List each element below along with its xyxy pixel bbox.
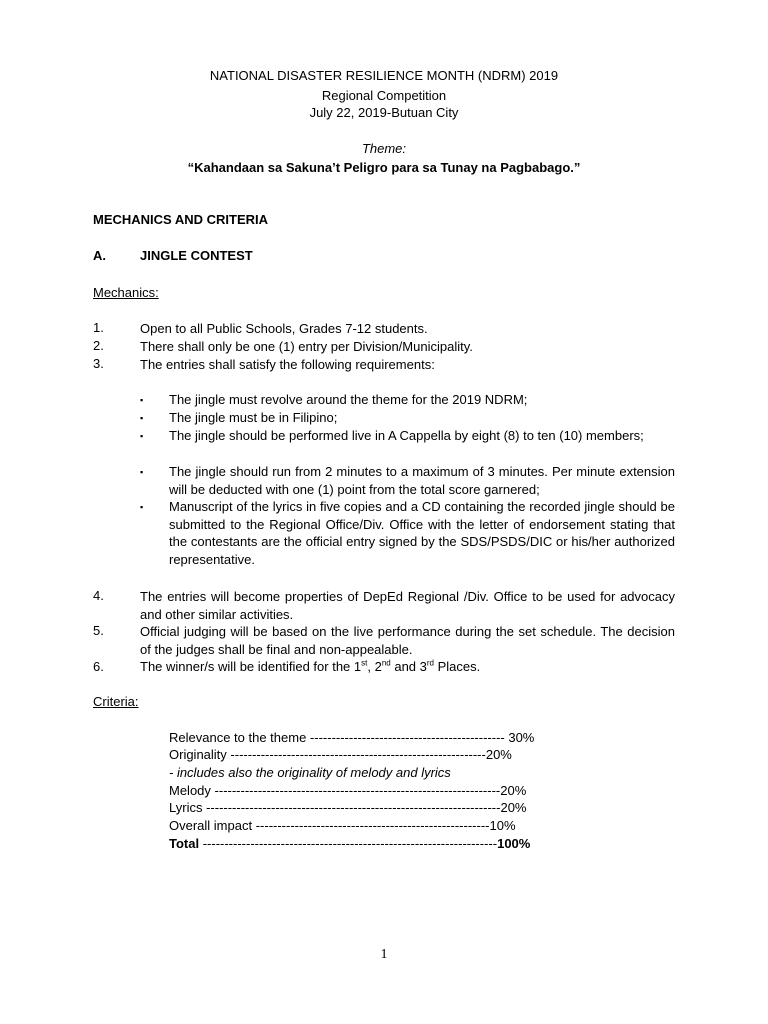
requirement-item: The jingle should run from 2 minutes to a maximum of 3 minutes. Per minute extension will be deducted with one (1) point from the total score garnered; (169, 464, 675, 497)
mechanics-item: Open to all Public Schools, Grades 7-12 students. (140, 321, 428, 336)
mechanics-item: There shall only be one (1) entry per Division/Municipality. (140, 339, 473, 354)
contest-letter: A. (93, 248, 106, 263)
bullet-icon: ▪ (140, 395, 144, 405)
mechanics-item: The entries will become properties of DepEd Regional /Div. Office to be used for advocacy and other similar activities. (140, 589, 675, 622)
bullet-icon: ▪ (140, 431, 144, 441)
requirement-item: The jingle must be in Filipino; (169, 410, 338, 425)
winners-item: The winner/s will be identified for the 1st, 2nd and 3rd Places. (140, 658, 481, 674)
requirement-item: The jingle must revolve around the theme for the 2019 NDRM; (169, 392, 528, 407)
bullet-icon: ▪ (140, 413, 144, 423)
page-number: 1 (380, 947, 388, 962)
criteria-row: Melody ------------------------------------------------------------------20% (169, 783, 527, 798)
item-number: 5. (93, 623, 104, 638)
mechanics-heading: Mechanics: (93, 285, 159, 300)
bullet-icon: ▪ (140, 467, 144, 477)
bullet-icon: ▪ (140, 502, 144, 512)
requirement-item: The jingle should be performed live in A Cappella by eight (8) to ten (10) members; (169, 428, 644, 443)
event-title: NATIONAL DISASTER RESILIENCE MONTH (NDRM) 2019 (209, 68, 559, 83)
event-date-location: July 22, 2019-Butuan City (309, 105, 459, 120)
item-number: 1. (93, 320, 104, 335)
mechanics-item: The entries shall satisfy the following requirements: (140, 357, 435, 372)
mechanics-item: Official judging will be based on the live performance during the set schedule. The decision of the judges shall be final and non-appealable. (140, 624, 675, 657)
theme-label: Theme: (361, 141, 407, 156)
criteria-row: Overall impact ------------------------------------------------------10% (169, 818, 516, 833)
criteria-total-row: Total --------------------------------------------------------------------100% (169, 836, 531, 851)
criteria-row: Originality -----------------------------------------------------------20% (169, 747, 512, 762)
item-number: 6. (93, 659, 104, 674)
item-number: 3. (93, 356, 104, 371)
requirement-item: Manuscript of the lyrics in five copies and a CD containing the recorded jingle should be submitted to the Regional Office/Div. Office with the letter of endorsement stating that the contestants are the official entry signed by the SDS/PSDS/DIC or his/her authorized representative. (169, 499, 675, 567)
criteria-row: Relevance to the theme --------------------------------------------- 30% (169, 730, 535, 745)
criteria-row: Lyrics --------------------------------------------------------------------20% (169, 800, 527, 815)
item-number: 4. (93, 588, 104, 603)
contest-title: JINGLE CONTEST (140, 248, 253, 263)
criteria-heading: Criteria: (93, 694, 139, 709)
criteria-note: - includes also the originality of melody and lyrics (169, 765, 451, 780)
item-number: 2. (93, 338, 104, 353)
section-title: MECHANICS AND CRITERIA (93, 212, 269, 227)
event-subtitle: Regional Competition (321, 88, 447, 103)
theme-text: “Kahandaan sa Sakuna’t Peligro para sa Tunay na Pagbabago.” (187, 160, 581, 175)
